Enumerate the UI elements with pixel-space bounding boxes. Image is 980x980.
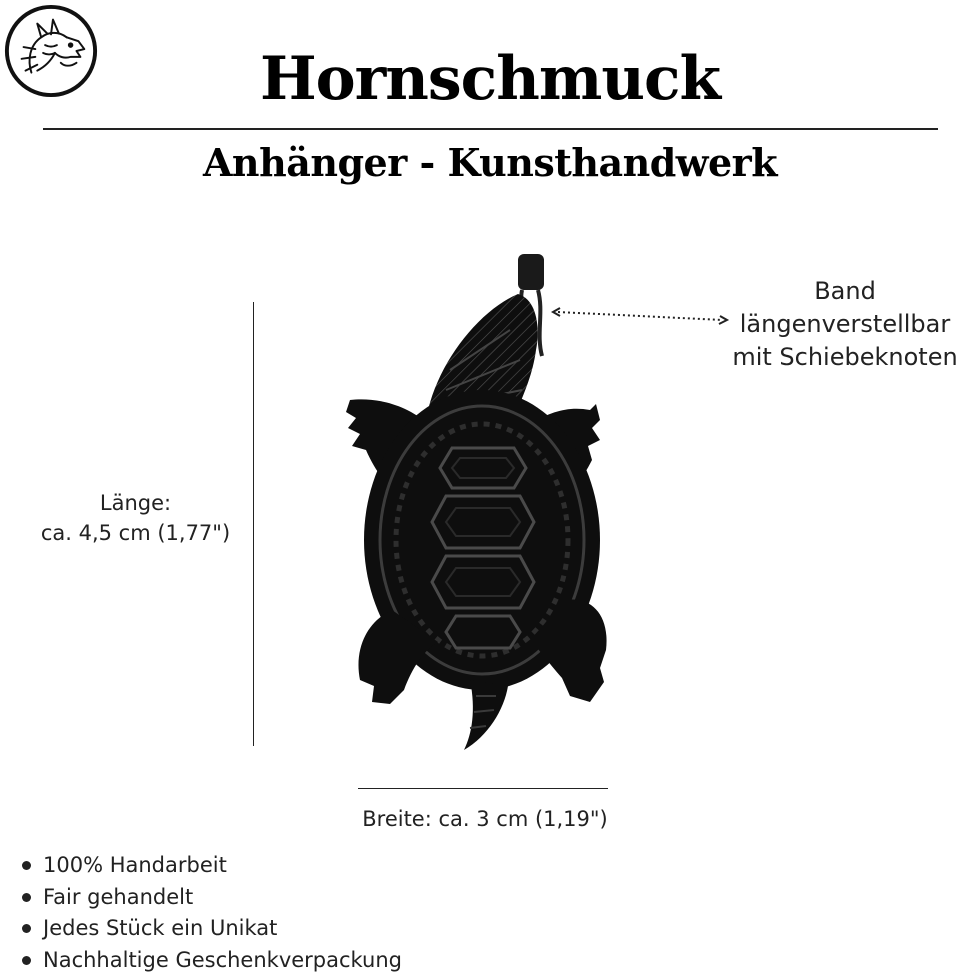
band-label xyxy=(720,275,970,374)
length-value: ca. 4,5 cm (1,77") xyxy=(40,521,231,545)
width-label: Breite: ca. 3 cm (1,19") xyxy=(362,807,608,831)
list-item: Fair gehandelt xyxy=(22,882,402,914)
page-subtitle: Anhänger - Kunsthandwerk xyxy=(202,140,778,185)
bullet-dot xyxy=(22,861,31,870)
band-label-line: Band xyxy=(814,277,876,305)
band-label-line: längenverstellbar xyxy=(739,310,951,338)
bullet-dot xyxy=(22,956,31,965)
list-item: Nachhaltige Geschenkverpackung xyxy=(22,945,402,977)
bullet-dot xyxy=(22,924,31,933)
width-dimension-line xyxy=(358,788,608,789)
length-label-block xyxy=(28,488,243,548)
bullet-dot xyxy=(22,893,31,902)
length-dimension-line xyxy=(253,302,254,746)
feature-list xyxy=(22,850,402,976)
list-item: Jedes Stück ein Unikat xyxy=(22,913,402,945)
page-title: Hornschmuck xyxy=(259,44,721,114)
length-label: Länge: xyxy=(99,491,172,515)
band-label-line: mit Schiebeknoten xyxy=(732,343,958,371)
band-pointer-arrow xyxy=(550,300,735,330)
title-divider xyxy=(43,128,938,130)
list-item: 100% Handarbeit xyxy=(22,850,402,882)
